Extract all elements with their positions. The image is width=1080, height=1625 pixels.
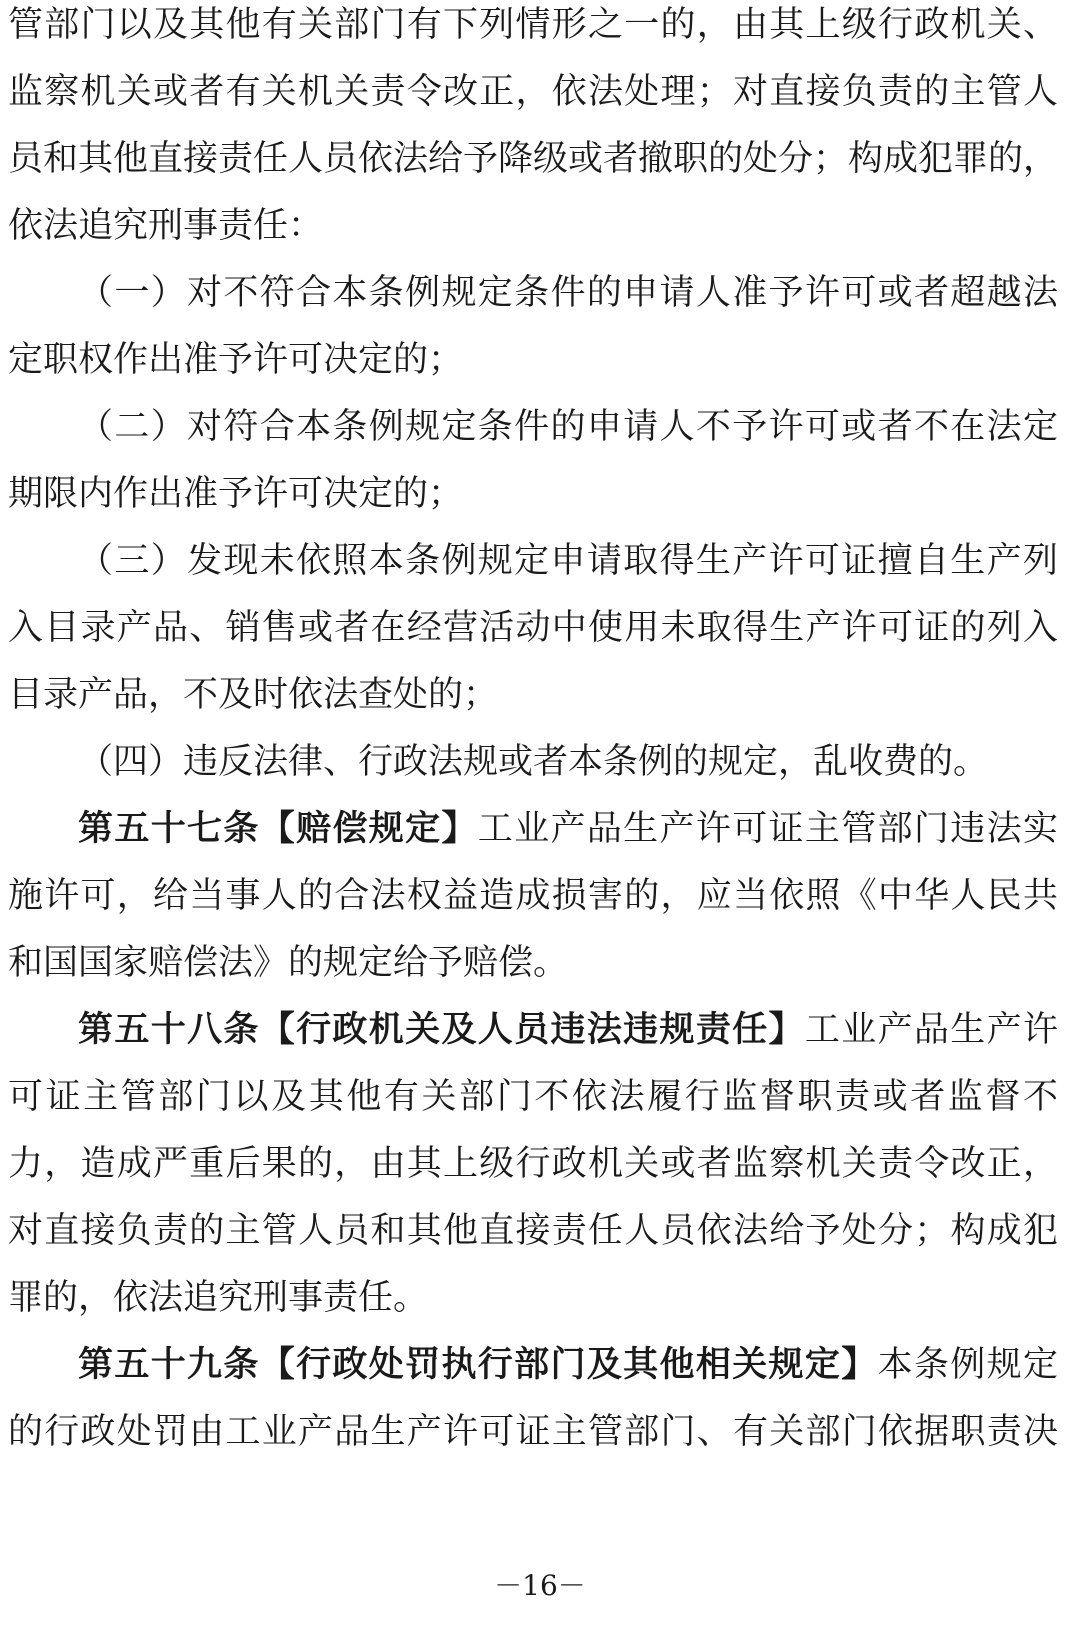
body-text-line: 可证主管部门以及其他有关部门不依法履行监督职责或者监督不 <box>8 1077 1058 1117</box>
article-59-first-line <box>78 1340 1058 1390</box>
body-text-line: 定职权作出准予许可决定的； <box>8 340 464 380</box>
body-text-line: 和国国家赔偿法》的规定给予赔偿。 <box>8 943 569 983</box>
article-59-text: 本条例规定 <box>877 1345 1058 1385</box>
body-text-line: 入目录产品、销售或者在经营活动中使用未取得生产许可证的列入 <box>8 608 1058 648</box>
body-text-line: 罪的，依法追究刑事责任。 <box>8 1278 429 1318</box>
body-text-line: 员和其他直接责任人员依法给予降级或者撤职的处分；构成犯罪的， <box>8 139 1059 179</box>
body-text-line: 对直接负责的主管人员和其他直接责任人员依法给予处分；构成犯 <box>8 1211 1058 1251</box>
list-item-2: （二）对符合本条例规定条件的申请人不予许可或者不在法定 <box>78 407 1058 447</box>
body-text-line: 监察机关或者有关机关责令改正，依法处理；对直接负责的主管人 <box>8 72 1058 112</box>
list-item-1: （一）对不符合本条例规定条件的申请人准予许可或者超越法 <box>78 273 1058 313</box>
article-59-heading: 第五十九条【行政处罚执行部门及其他相关规定】 <box>78 1345 878 1385</box>
body-text-line: 期限内作出准予许可决定的； <box>8 474 464 514</box>
body-text-line: 管部门以及其他有关部门有下列情形之一的，由其上级行政机关、 <box>8 5 1058 45</box>
article-58-first-line <box>78 1005 1058 1055</box>
page-number: －16－ <box>494 1569 586 1602</box>
article-58-text: 工业产品生产许 <box>804 1010 1058 1050</box>
article-57-text: 工业产品生产许可证主管部门违法实 <box>477 809 1058 849</box>
body-text-line: 力，造成严重后果的，由其上级行政机关或者监察机关责令改正， <box>8 1144 1058 1184</box>
article-58-heading: 第五十八条【行政机关及人员违法违规责任】 <box>78 1010 805 1050</box>
list-item-4: （四）违反法律、行政法规或者本条例的规定，乱收费的。 <box>78 742 989 782</box>
body-text-line: 的行政处罚由工业产品生产许可证主管部门、有关部门依据职责决 <box>8 1412 1058 1452</box>
body-text-line: 依法追究刑事责任： <box>8 206 324 246</box>
body-text-line: 施许可，给当事人的合法权益造成损害的，应当依照《中华人民共 <box>8 876 1058 916</box>
list-item-3: （三）发现未依照本条例规定申请取得生产许可证擅自生产列 <box>78 541 1058 581</box>
article-57-first-line <box>78 804 1058 854</box>
article-57-heading: 第五十七条【赔偿规定】 <box>78 809 478 849</box>
body-text-line: 目录产品，不及时依法查处的； <box>8 675 499 715</box>
